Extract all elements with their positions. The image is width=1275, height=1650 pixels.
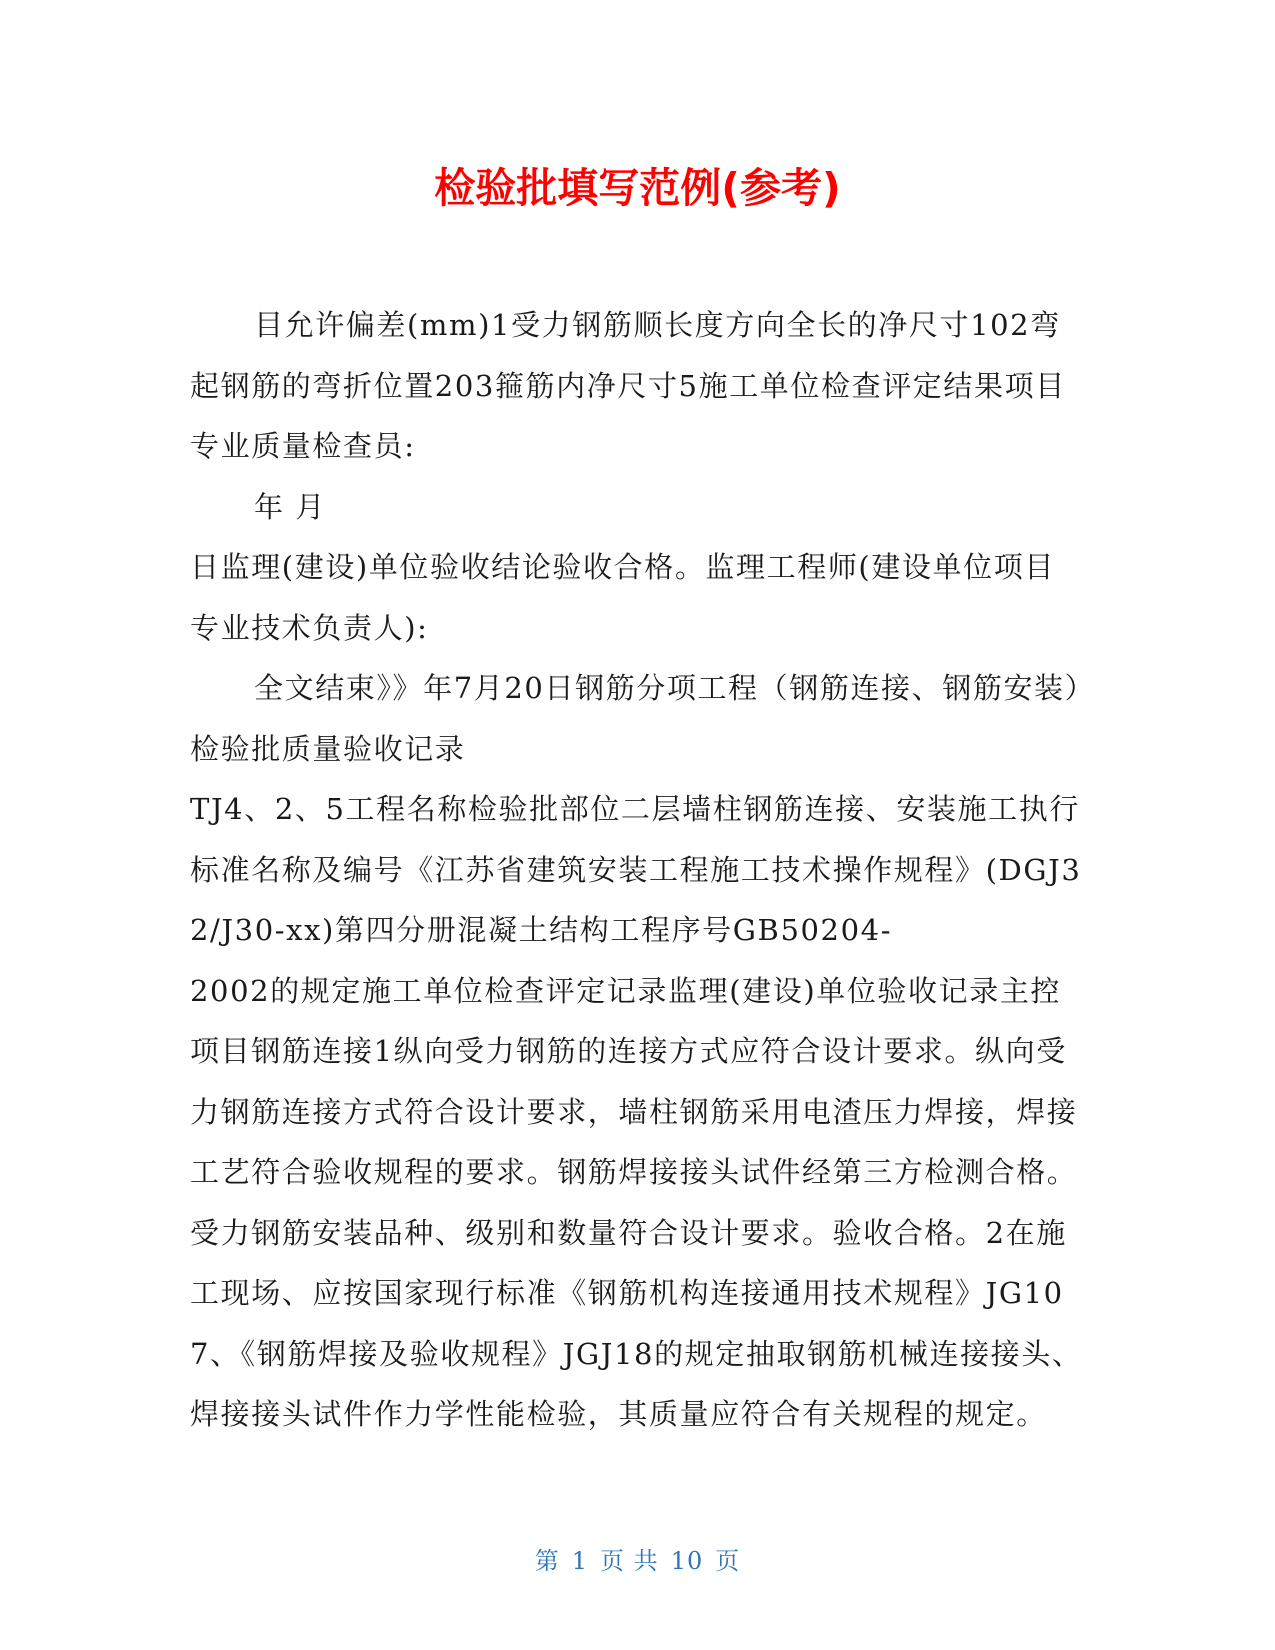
- paragraph-record-title: 全文结束》》年7月20日钢筋分项工程（钢筋连接、钢筋安装）检验批质量验收记录: [190, 671, 1081, 766]
- document-title: 检验批填写范例(参考): [434, 164, 841, 212]
- footer-current-page: 1: [571, 1547, 589, 1575]
- footer-suffix: 页: [715, 1547, 741, 1575]
- paragraph-main-control-items: 2002的规定施工单位检查评定记录监理(建设)单位验收记录主控项目钢筋连接1纵向受力钢筋的连接方式应符合设计要求。纵向受力钢筋连接方式符合设计要求，墙柱钢筋采用电渣压力焊接，焊接工艺符合验收规程的要求。钢筋焊接接头试件经第三方检测合格。受力钢筋安装品种、级别和数量符合设计要求。验收合格。2在施工现场、应按国家现行标准《钢筋机构连接通用技术规程》JG107、《钢筋焊接及验收规程》JGJ18的规定抽取钢筋机械连接接头、焊接接头试件作力学性能检验，其质量应符合有关规程的规定。: [190, 973, 1083, 1431]
- paragraph-date-placeholder: 年 月: [254, 489, 327, 524]
- document-body: [190, 295, 1083, 1445]
- paragraph-supervision-conclusion: 日监理(建设)单位验收结论验收合格。监理工程师(建设单位项目专业技术负责人):: [190, 550, 1055, 645]
- page-footer: [0, 1541, 1275, 1576]
- paragraph-tolerance: 目允许偏差(mm)1受力钢筋顺长度方向全长的净尺寸102弯起钢筋的弯折位置203箍筋内净尺寸5施工单位检查评定结果项目专业质量检查员:: [190, 308, 1066, 463]
- paragraph-project-info: TJ4、2、5工程名称检验批部位二层墙柱钢筋连接、安装施工执行标准名称及编号《江苏省建筑安装工程施工技术操作规程》(DGJ32/J30-xx)第四分册混凝土结构工程序号GB50204-: [190, 792, 1082, 947]
- footer-total-pages: 10: [670, 1547, 704, 1575]
- footer-prefix: 第: [534, 1547, 560, 1575]
- footer-middle: 页 共: [600, 1547, 659, 1575]
